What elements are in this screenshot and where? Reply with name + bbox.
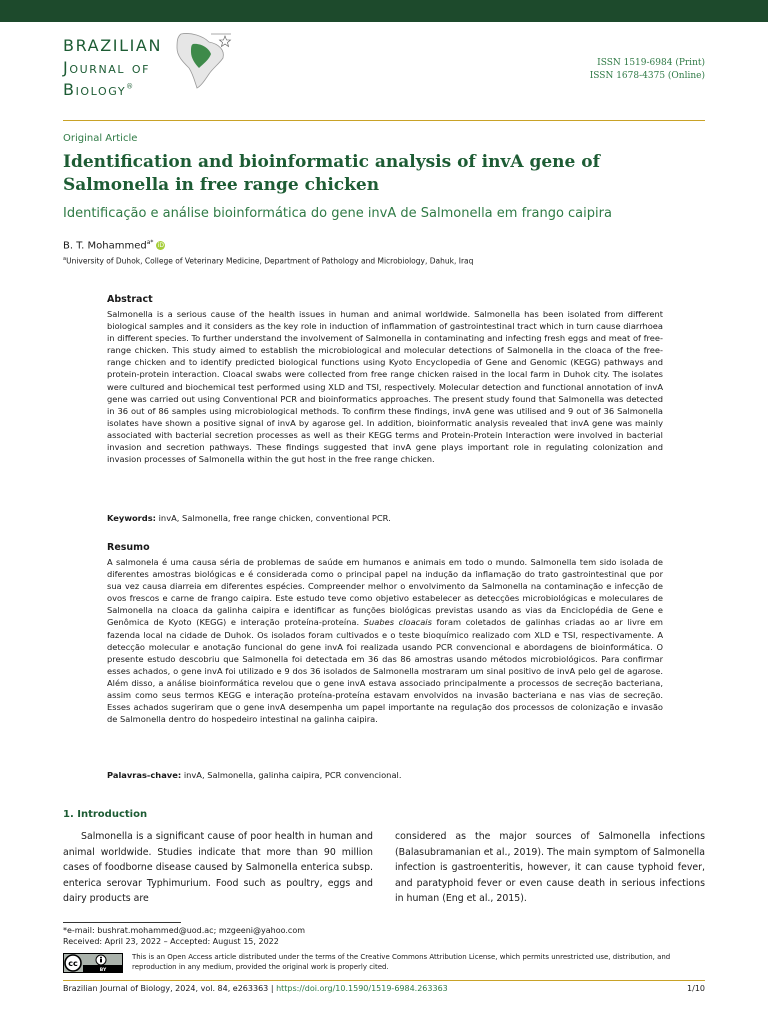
resumo-text-part1: A salmonela é uma causa séria de problemas de saúde em humanos e animais em todo o mundo. Salmonella tem sido isolada de diferentes amostras biológicas e é considerada como o principal papel na indução da inflamação do trato gastrointestinal que por sua vez causa diarreia em diferentes espécies. Compreender melhor o envolvimento da Salmonella na contaminação e infecção de ovos frescos e carne de frango caipira. Este estudo teve como objetivo estabelecer as detecções microbiológicas e moleculares de Salmonella na cloaca da galinha caipira e identificar as funções biológicas previstas usando as vias da Enciclopédia de Gene e Genômica de Kyoto (KEGG) e interação proteína-proteína. [107, 557, 663, 628]
citation-text: Brazilian Journal of Biology, 2024, vol. 84, e263363 [63, 984, 269, 993]
introduction-heading: 1. Introduction [63, 809, 148, 820]
svg-text:BY: BY [99, 968, 107, 973]
header-divider [63, 120, 705, 121]
abstract-text: Salmonella is a serious cause of the health issues in human and animal worldwide. Salmonella has been isolated from different biological samples and it considers as the key role in induction of inflammation of gastrointestinal tract which in turn cause diarrhoea in different species. To further understand the involvement of Salmonella in contaminating and infecting fresh eggs and meat of free-range chicken. This study aimed to establish the microbiological and molecular detections of Salmonella in the cloaca of the free-range chicken and to identify predicted biological functions using Kyoto Encyclopedia of Gene and Genomic (KEGG) pathways and protein-protein interaction. Cloacal swabs were collected from free range chicken raised in the local farm in Duhok city. The isolates were cultured and biochemical test performed using XLD and TSI, respectively. Molecular detection and functional annotation of invA gene was carried out using Conventional PCR and bioinformatics approaches. The present study found that Salmonella was detected in 36 out of 86 samples using microbiological methods. To confirm these findings, invA gene was utilised and 9 out of 36 Salmonella isolates have shown a positive signal of invA by agarose gel. In addition, bioinformatic analysis revealed that invA gene was mainly associated with bacterial secretion processes as well as their KEGG terms and Protein-Protein Interaction were involved in bacterial invasion and secretion pathways. These findings suggested that invA gene plays important role in regulating colonization and invasion processes of Salmonella within the gut host in the free range chicken. [107, 309, 663, 465]
keywords [107, 513, 391, 523]
issn-print: ISSN 1519-6984 (Print) [597, 58, 705, 68]
journal-logo [63, 36, 243, 106]
abstract-heading: Abstract [107, 294, 153, 305]
page-number: 1/10 [687, 984, 705, 993]
footer-separator: | [270, 984, 274, 993]
affiliation-mark: a [63, 256, 67, 262]
license-statement: This is an Open Access article distributed under the terms of the Creative Commons Attribution License, which permits unrestricted use, distribution, and reproduction in any medium, provided the original work is properly cited. [132, 953, 671, 971]
keywords-label: Keywords: [107, 513, 156, 523]
footnotes [63, 925, 305, 947]
issn-online: ISSN 1678-4375 (Online) [589, 71, 705, 81]
affiliation-text: University of Duhok, College of Veterinary Medicine, Department of Pathology and Microbiology, Dahuk, Iraq [66, 256, 474, 266]
resumo-text [107, 556, 663, 725]
footnote-divider [63, 922, 181, 923]
palavras-chave-label: Palavras-chave: [107, 770, 182, 780]
orcid-icon[interactable]: iD [157, 242, 165, 250]
palavras-chave [107, 770, 401, 780]
south-america-map-icon [163, 30, 233, 90]
received-accepted-dates: Received: April 23, 2022 – Accepted: August 15, 2022 [63, 937, 279, 946]
author-line [63, 239, 165, 251]
palavras-chave-text: invA, Salmonella, galinha caipira, PCR convencional. [183, 770, 402, 780]
author-marks: a* [146, 239, 154, 246]
creative-commons-by-icon[interactable] [63, 953, 123, 973]
article-type: Original Article [63, 133, 138, 144]
footer-citation [63, 984, 448, 993]
affiliation [63, 256, 473, 266]
svg-text:cc: cc [68, 959, 78, 968]
keywords-text: invA, Salmonella, free range chicken, conventional PCR. [158, 513, 391, 523]
footer-divider [63, 980, 705, 981]
article-title-portuguese: Identificação e análise bioinformática do gene invA de Salmonella em frango caipira [63, 206, 612, 221]
article-title: Identification and bioinformatic analysis of invA gene of Salmonella in free range chicken [63, 152, 600, 195]
header-bar [0, 0, 768, 22]
logo-line-1: BRAZILIAN [63, 36, 163, 55]
introduction-left-column [63, 829, 373, 907]
correspondence-email[interactable]: *e-mail: bushrat.mohammed@uod.ac; mzgeeni@yahoo.com [63, 926, 306, 935]
resumo-text-italic: Suabes cloacais [363, 617, 432, 628]
introduction-paragraph-left: Salmonella is a significant cause of poor health in human and animal worldwide. Studies indicate that more than 90 million cases of foodborne disease caused by Salmonella enterica subsp. enterica serovar Typhimurium. Food such as poultry, eggs and dairy products are [63, 831, 373, 905]
logo-line-3: Biology® [63, 80, 135, 99]
author-name: B. T. Mohammed [63, 240, 147, 252]
logo-line-2: Journal of [63, 58, 151, 77]
resumo-text-part2: foram coletados de galinhas criadas ao ar livre em fazenda local na cidade de Duhok. Os isolados foram cultivados e o teste bioquímico realizado com XLD e TSI, respectivamente. A detecção molecular e anotação funcional do gene invA foi realizada usando PCR convencional e abordagens de bioinformática. O presente estudo descobriu que Salmonella foi detectada em 36 das 86 amostras usando métodos microbiológicos. Para confirmar esses achados, o gene invA foi utilizado e 9 dos 36 isolados de Salmonella mostraram um sinal positivo de invA pelo gel de agarose. Além disso, a análise bioinformática revelou que o gene invA estava associado principalmente a processos de secreção bacteriana, assim como seus termos KEGG e interação proteína-proteína estavam envolvidos na invasão bacteriana e nas vias de secreção. Esses achados sugeriram que o gene invA desempenha um papel importante na regulação dos processos de colonização e invasão de Salmonella dentro do hospedeiro intestinal na galinha caipira. [107, 617, 664, 725]
issn-block [590, 57, 705, 83]
introduction-right-column [395, 829, 705, 907]
introduction-paragraph-right: considered as the major sources of Salmonella infections (Balasubramanian et al., 2019). The main symptom of Salmonella infection is gastroenteritis, however, it can cause typhoid fever, and paratyphoid fever or even cause death in serious infections in human (Eng et al., 2015). [395, 831, 705, 905]
doi-link[interactable]: https://doi.org/10.1590/1519-6984.263363 [276, 984, 448, 993]
resumo-heading: Resumo [107, 542, 150, 553]
